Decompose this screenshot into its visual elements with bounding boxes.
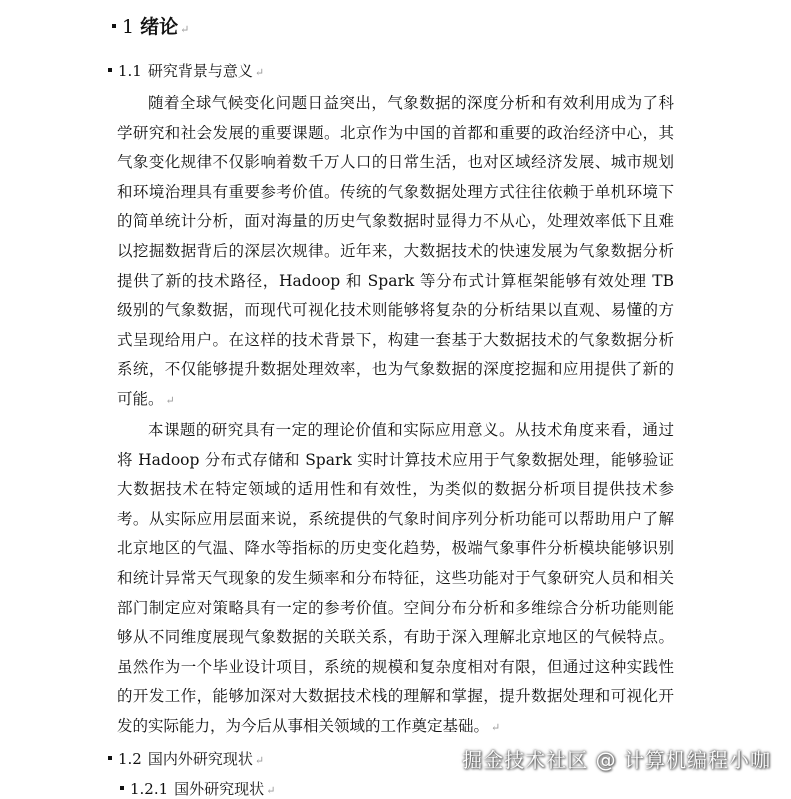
section-title: 国内外研究现状 [147, 750, 253, 768]
paragraph-mark-icon: ↵ [165, 393, 175, 407]
paragraph-mark-icon: ↵ [254, 754, 265, 767]
paragraph-mark-icon: ↵ [180, 23, 190, 36]
heading-bullet [120, 786, 124, 790]
paragraph-mark-icon: ↵ [491, 720, 501, 734]
paragraph-text: 随着全球气候变化问题日益突出，气象数据的深度分析和有效利用成为了科学研究和社会发展的重要课题。北京作为中国的首都和重要的政治经济中心，其气象变化规律不仅影响着数千万人口的日常生活，也对区域经济发展、城市规划和环境治理具有重要参考价值。传统的气象数据处理方式往往依赖于单机环境下的简单统计分析，面对海量的历史气象数据时显得力不从心，处理效率低下且难以挖掘数据背后的深层次规律。近年来，大数据技术的快速发展为气象数据分析提供了新的技术路径，Hadoop 和 Spark 等分布式计算框架能够有效处理 TB 级别的气象数据，而现代可视化技术则能够将复杂的分析结果以直观、易懂的方式呈现给用户。在这样的技术背景下，构建一套基于大数据技术的气象数据分析系统，不仅能够提升数据处理效率，也为气象数据的深度挖掘和应用提供了新的可能。 [117, 94, 674, 408]
subsection-number: 1.2.1 [130, 780, 169, 798]
subsection-heading-1-2-1 [120, 778, 275, 799]
body-paragraph [117, 416, 674, 743]
heading-bullet [108, 68, 112, 72]
section-heading-1-1 [108, 60, 264, 81]
section-heading-1-2 [108, 748, 264, 769]
heading-bullet [108, 756, 112, 760]
paragraph-mark-icon: ↵ [266, 784, 276, 797]
chapter-title: 绪论 [140, 16, 179, 38]
section-title: 研究背景与意义 [147, 62, 253, 80]
chapter-number: 1 [122, 16, 135, 38]
chapter-heading [112, 12, 189, 39]
paragraph-text: 本课题的研究具有一定的理论价值和实际应用意义。从技术角度来看，通过将 Hadoop 分布式存储和 Spark 实时计算技术应用于气象数据处理，能够验证大数据技术在特定领域的适用性和有效性，为类似的数据分析项目提供技术参考。从实际应用层面来说，系统提供的气象时间序列分析功能可以帮助用户了解北京地区的气温、降水等指标的历史变化趋势，极端气象事件分析模块能够识别和统计异常天气现象的发生频率和分布特征，这些功能对于气象研究人员和相关部门制定应对策略具有一定的参考价值。空间分布分析和多维综合分析功能则能够从不同维度展现气象数据的关联关系，有助于深入理解北京地区的气候特点。虽然作为一个毕业设计项目，系统的规模和复杂度相对有限，但通过这种实践性的开发工作，能够加深对大数据技术栈的理解和掌握，提升数据处理和可视化开发的实际能力，为今后从事相关领域的工作奠定基础。 [117, 421, 674, 735]
heading-bullet [112, 24, 116, 28]
body-paragraph [117, 89, 674, 416]
section-number: 1.2 [118, 750, 142, 768]
paragraph-mark-icon: ↵ [254, 66, 265, 79]
section-number: 1.1 [118, 62, 142, 80]
watermark: 掘金技术社区 @ 计算机编程小咖 [462, 748, 771, 772]
subsection-title: 国外研究现状 [174, 780, 265, 798]
